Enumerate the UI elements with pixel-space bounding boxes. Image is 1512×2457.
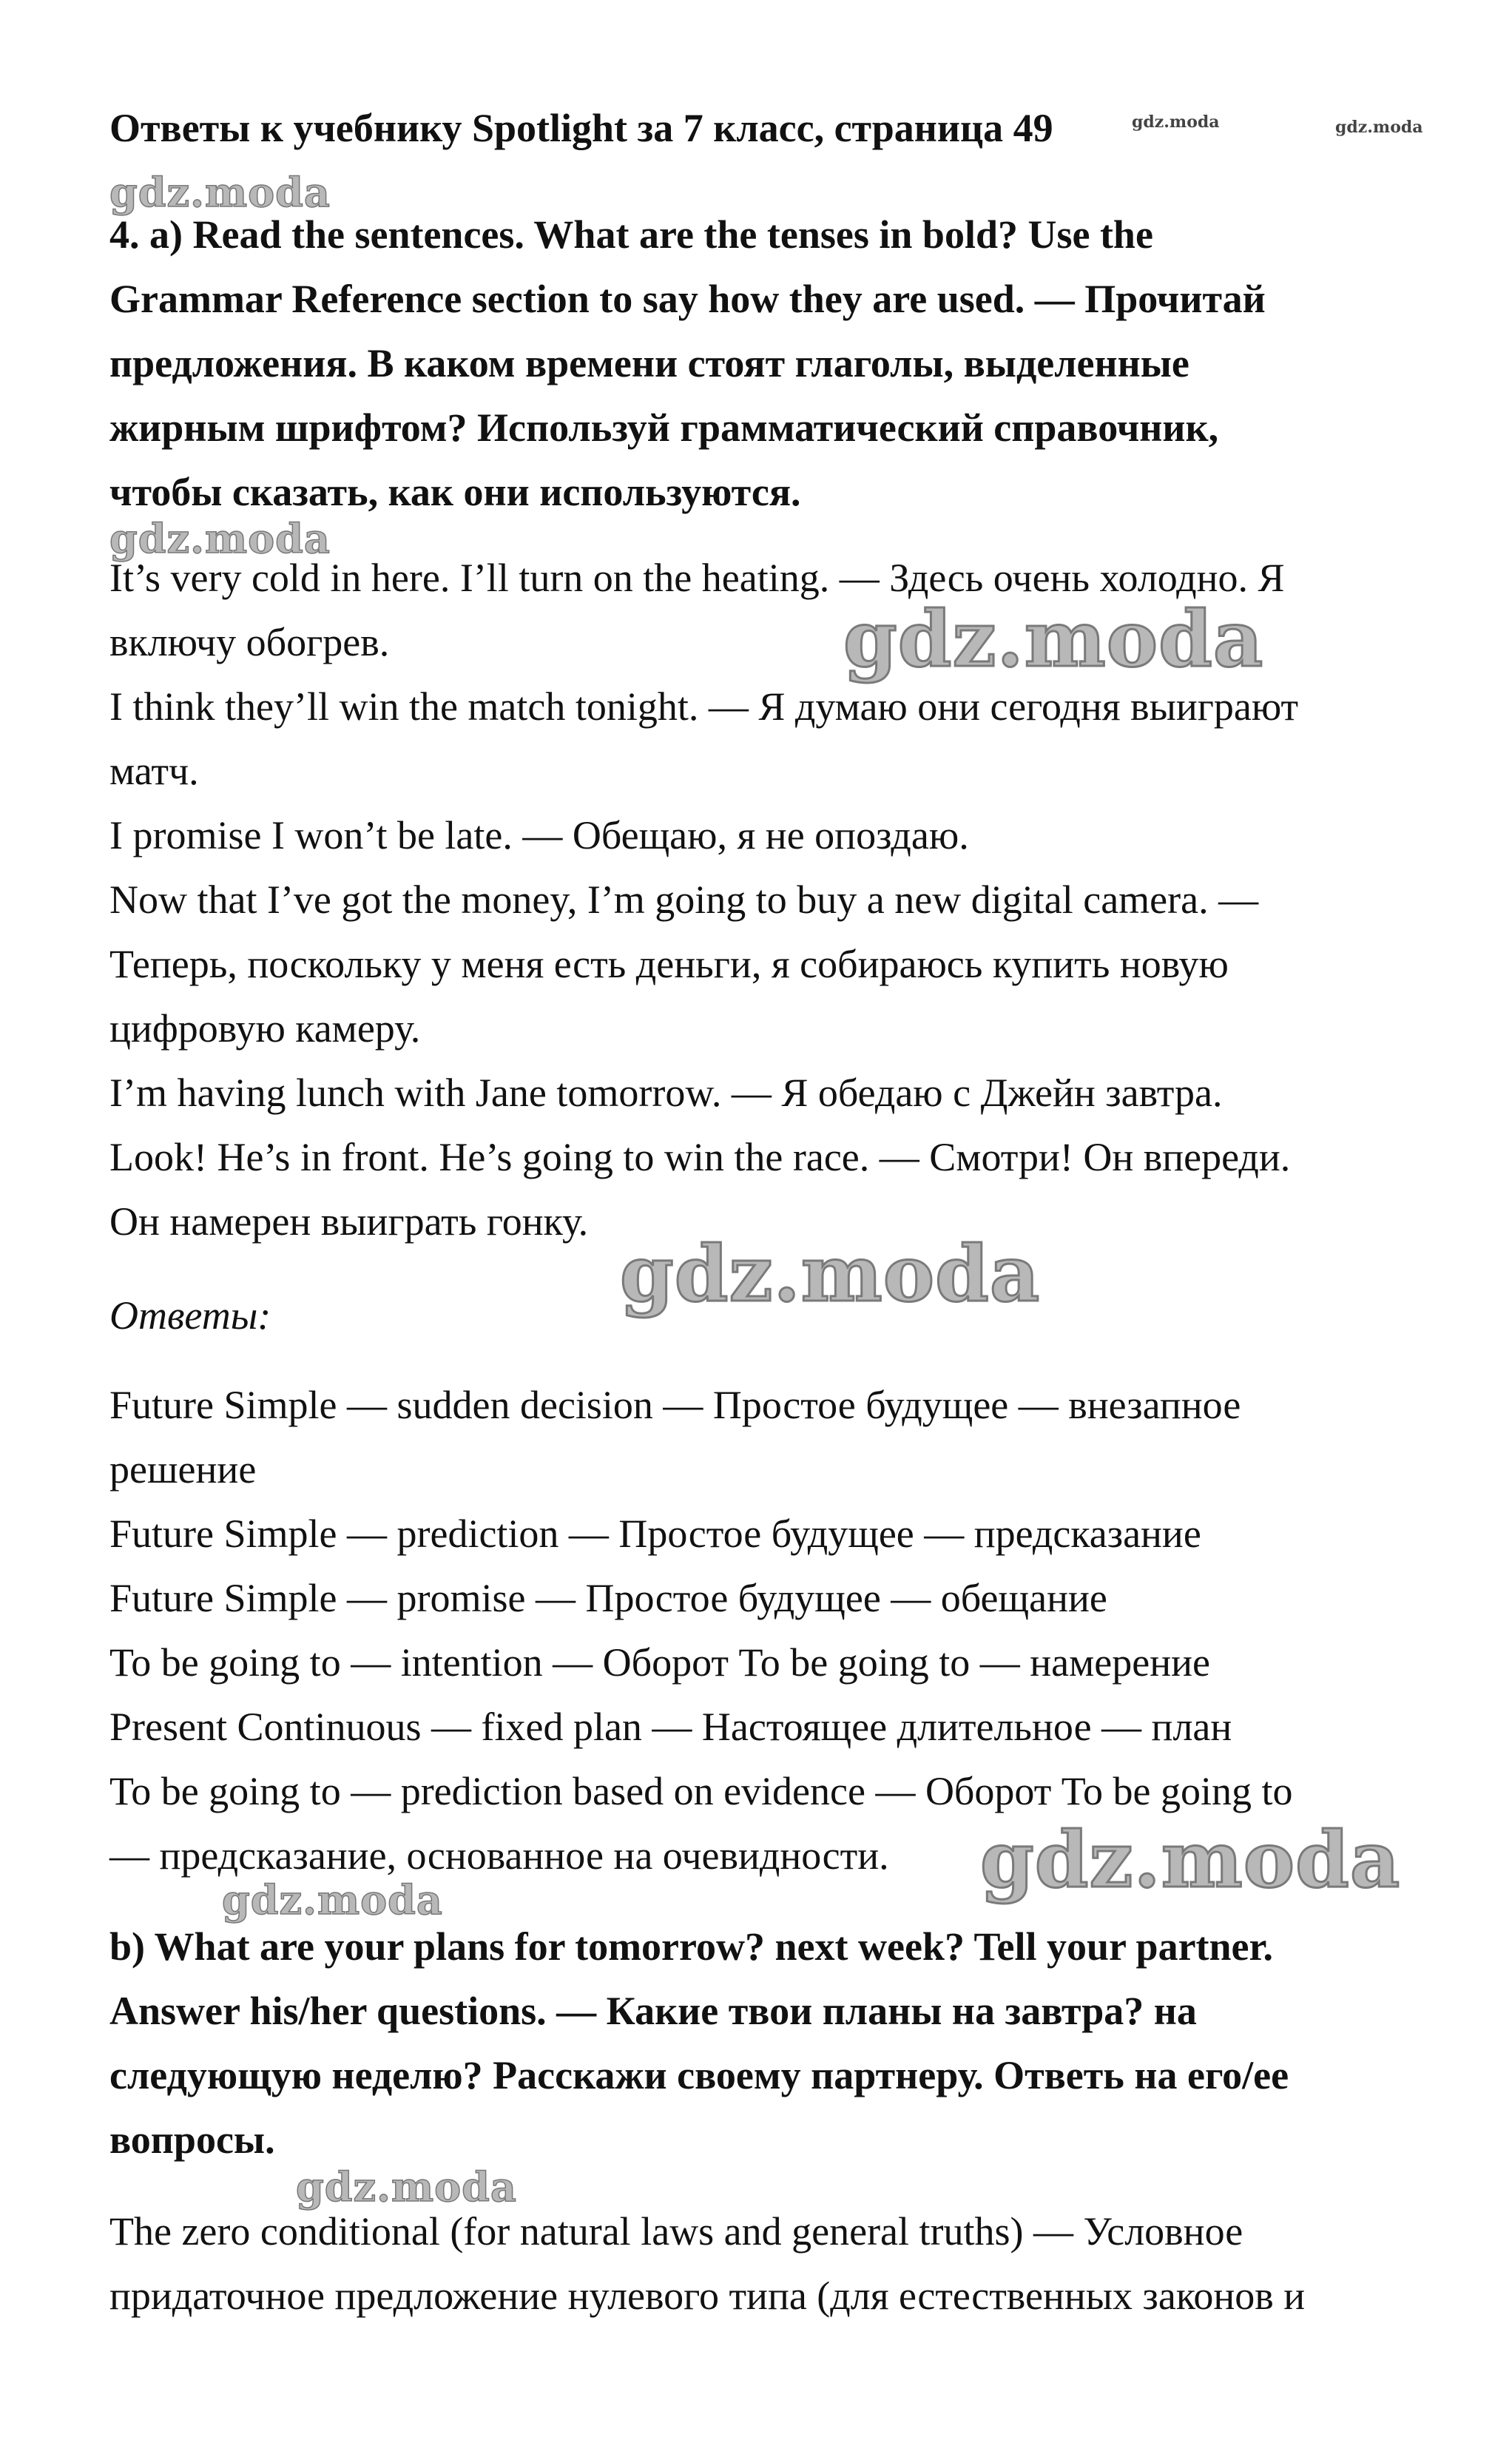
answers-label: Ответы: <box>109 1293 271 1338</box>
answer-line: Future Simple — prediction — Простое будущее — предсказание <box>109 1511 1201 1556</box>
sentence-line: матч. <box>109 749 199 793</box>
watermark: gdz.moda <box>620 1228 1041 1319</box>
watermark: gdz.moda <box>296 2163 517 2211</box>
task-b-line: вопросы. <box>109 2117 275 2162</box>
sentence-line: включу обогрев. <box>109 620 390 664</box>
sentence-line: Look! He’s in front. He’s going to win the race. — Смотри! Он впереди. <box>109 1135 1291 1179</box>
answer-line: To be going to — intention — Оборот To be going to — намерение <box>109 1640 1210 1685</box>
body-line: The zero conditional (for natural laws and general truths) — Условное <box>109 2209 1243 2254</box>
task-b-line: b) What are your plans for tomorrow? next week? Tell your partner. <box>109 1924 1274 1969</box>
answer-line: Future Simple — promise — Простое будущее — обещание <box>109 1576 1107 1620</box>
page-title: Ответы к учебнику Spotlight за 7 класс, страница 49 <box>109 106 1053 150</box>
sentence-line: Now that I’ve got the money, I’m going to buy a new digital camera. — <box>109 877 1259 922</box>
watermark: gdz.moda <box>222 1876 443 1924</box>
sentence-line: It’s very cold in here. I’ll turn on the heating. — Здесь очень холодно. Я <box>109 556 1285 600</box>
answer-line: Future Simple — sudden decision — Простое будущее — внезапное <box>109 1383 1241 1427</box>
watermark-header-small: gdz.moda <box>1132 112 1220 132</box>
watermark: gdz.moda <box>109 169 331 216</box>
task-a-line: предложения. В каком времени стоят глаголы, выделенные <box>109 341 1189 385</box>
body-line: придаточное предложение нулевого типа (для естественных законов и <box>109 2274 1306 2318</box>
task-a-line: 4. a) Read the sentences. What are the tenses in bold? Use the <box>109 212 1153 257</box>
answer-line: To be going to — prediction based on evidence — Оборот To be going to <box>109 1769 1293 1813</box>
watermark: gdz.moda <box>109 515 331 562</box>
sentence-line: I promise I won’t be late. — Обещаю, я не опоздаю. <box>109 813 969 857</box>
answer-line: Present Continuous — fixed plan — Настоящее длительное — план <box>109 1705 1232 1749</box>
task-b-line: Answer his/her questions. — Какие твои планы на завтра? на <box>109 1989 1197 2033</box>
answer-line: решение <box>109 1447 257 1492</box>
sentence-line: Теперь, поскольку у меня есть деньги, я собираюсь купить новую <box>109 942 1229 986</box>
sentence-line: Он намерен выиграть гонку. <box>109 1199 589 1244</box>
task-b-line: следующую неделю? Расскажи своему партнеру. Ответь на его/ее <box>109 2053 1289 2097</box>
sentence-line: цифровую камеру. <box>109 1006 421 1051</box>
task-a-line: Grammar Reference section to say how they are used. — Прочитай <box>109 277 1266 321</box>
sentence-line: I think they’ll win the match tonight. — Я думаю они сегодня выиграют <box>109 684 1299 729</box>
task-a-line: жирным шрифтом? Используй грамматический справочник, <box>109 405 1219 450</box>
sentence-line: I’m having lunch with Jane tomorrow. — Я обедаю с Джейн завтра. <box>109 1071 1223 1115</box>
watermark: gdz.moda <box>980 1814 1401 1905</box>
watermark-header-right: gdz.moda <box>1335 118 1423 137</box>
watermark: gdz.moda <box>843 593 1264 684</box>
answer-line: — предсказание, основанное на очевидности. <box>109 1833 889 1878</box>
task-a-line: чтобы сказать, как они используются. <box>109 470 801 514</box>
